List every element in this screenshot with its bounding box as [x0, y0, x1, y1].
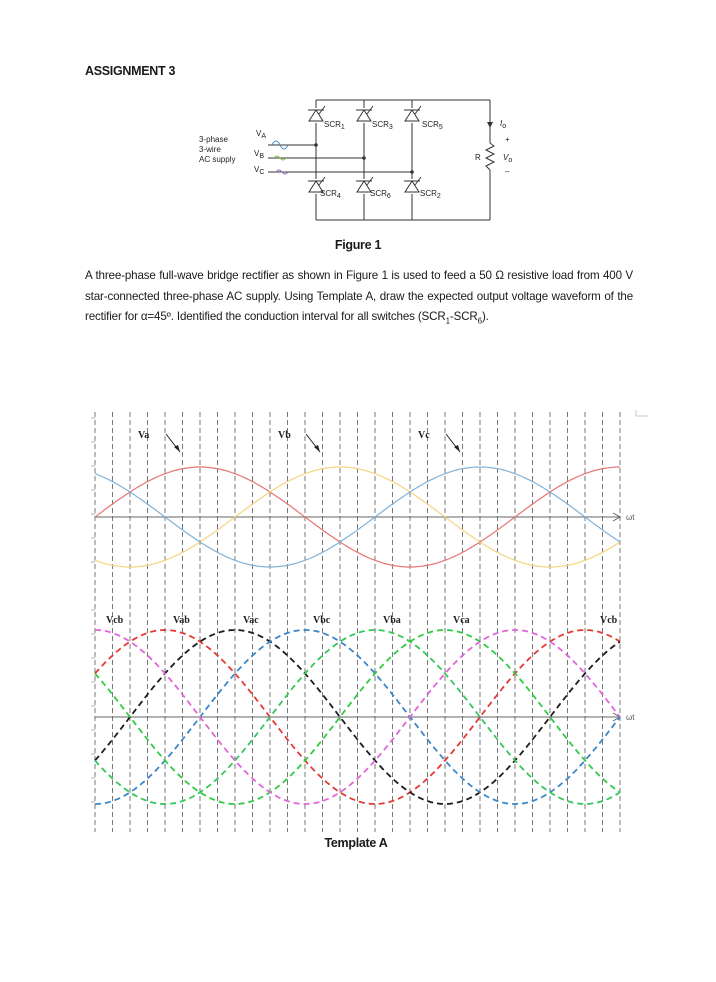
- question-text: A three-phase full-wave bridge rectifier as shown in Figure 1 is used to feed a 50 Ω resistive load from 400 V star-connected three-phase AC supply. Using Template A, draw the expected output voltage waveform of the rectifier for α=45º. Identified the conduction interval for all switches $(SCR_1-SCR_6)$.: [85, 269, 633, 326]
- output-minus-sign: –: [505, 167, 510, 176]
- line-label-vcb: Vcb: [106, 615, 124, 626]
- phase-label-va: Va: [138, 430, 150, 441]
- output-voltage-label: Vo: [503, 153, 513, 164]
- phase-a-label: VA: [256, 129, 267, 140]
- line-label-vca: Vca: [453, 615, 470, 626]
- line-label-vbc: Vbc: [313, 615, 331, 626]
- line-panel-axis-label: ωt: [626, 713, 635, 722]
- assignment-heading: ASSIGNMENT 3: [85, 64, 176, 78]
- phase-label-vc: Vc: [418, 430, 430, 441]
- scr2-label: SCR2: [420, 189, 441, 200]
- template-a-caption: Template A: [324, 836, 388, 850]
- phase-label-vb: Vb: [278, 430, 291, 441]
- line-label-vac: Vac: [243, 615, 259, 626]
- scr1-label: SCR1: [324, 120, 345, 131]
- output-current-label: Io: [500, 119, 507, 130]
- line-label-vab: Vab: [173, 615, 190, 626]
- line-label-vba: Vba: [383, 615, 401, 626]
- resistor-label: R: [475, 153, 481, 162]
- output-plus-sign: +: [505, 135, 510, 144]
- supply-label-line-1: 3-phase: [199, 135, 228, 144]
- line-label-vcb: Vcb: [600, 615, 618, 626]
- supply-label-line-2: 3-wire: [199, 145, 221, 154]
- phase-panel-axis-label: ωt: [626, 513, 635, 522]
- phase-b-label: VB: [254, 149, 265, 160]
- figure-1-caption: Figure 1: [334, 238, 382, 252]
- scr5-label: SCR5: [422, 120, 443, 131]
- scr4-label: SCR4: [320, 189, 341, 200]
- page-corner-mark: [636, 410, 648, 416]
- supply-label-line-3: AC supply: [199, 155, 236, 164]
- phase-c-label: VC: [254, 165, 265, 176]
- scr3-label: SCR3: [372, 120, 393, 131]
- scr6-label: SCR6: [370, 189, 391, 200]
